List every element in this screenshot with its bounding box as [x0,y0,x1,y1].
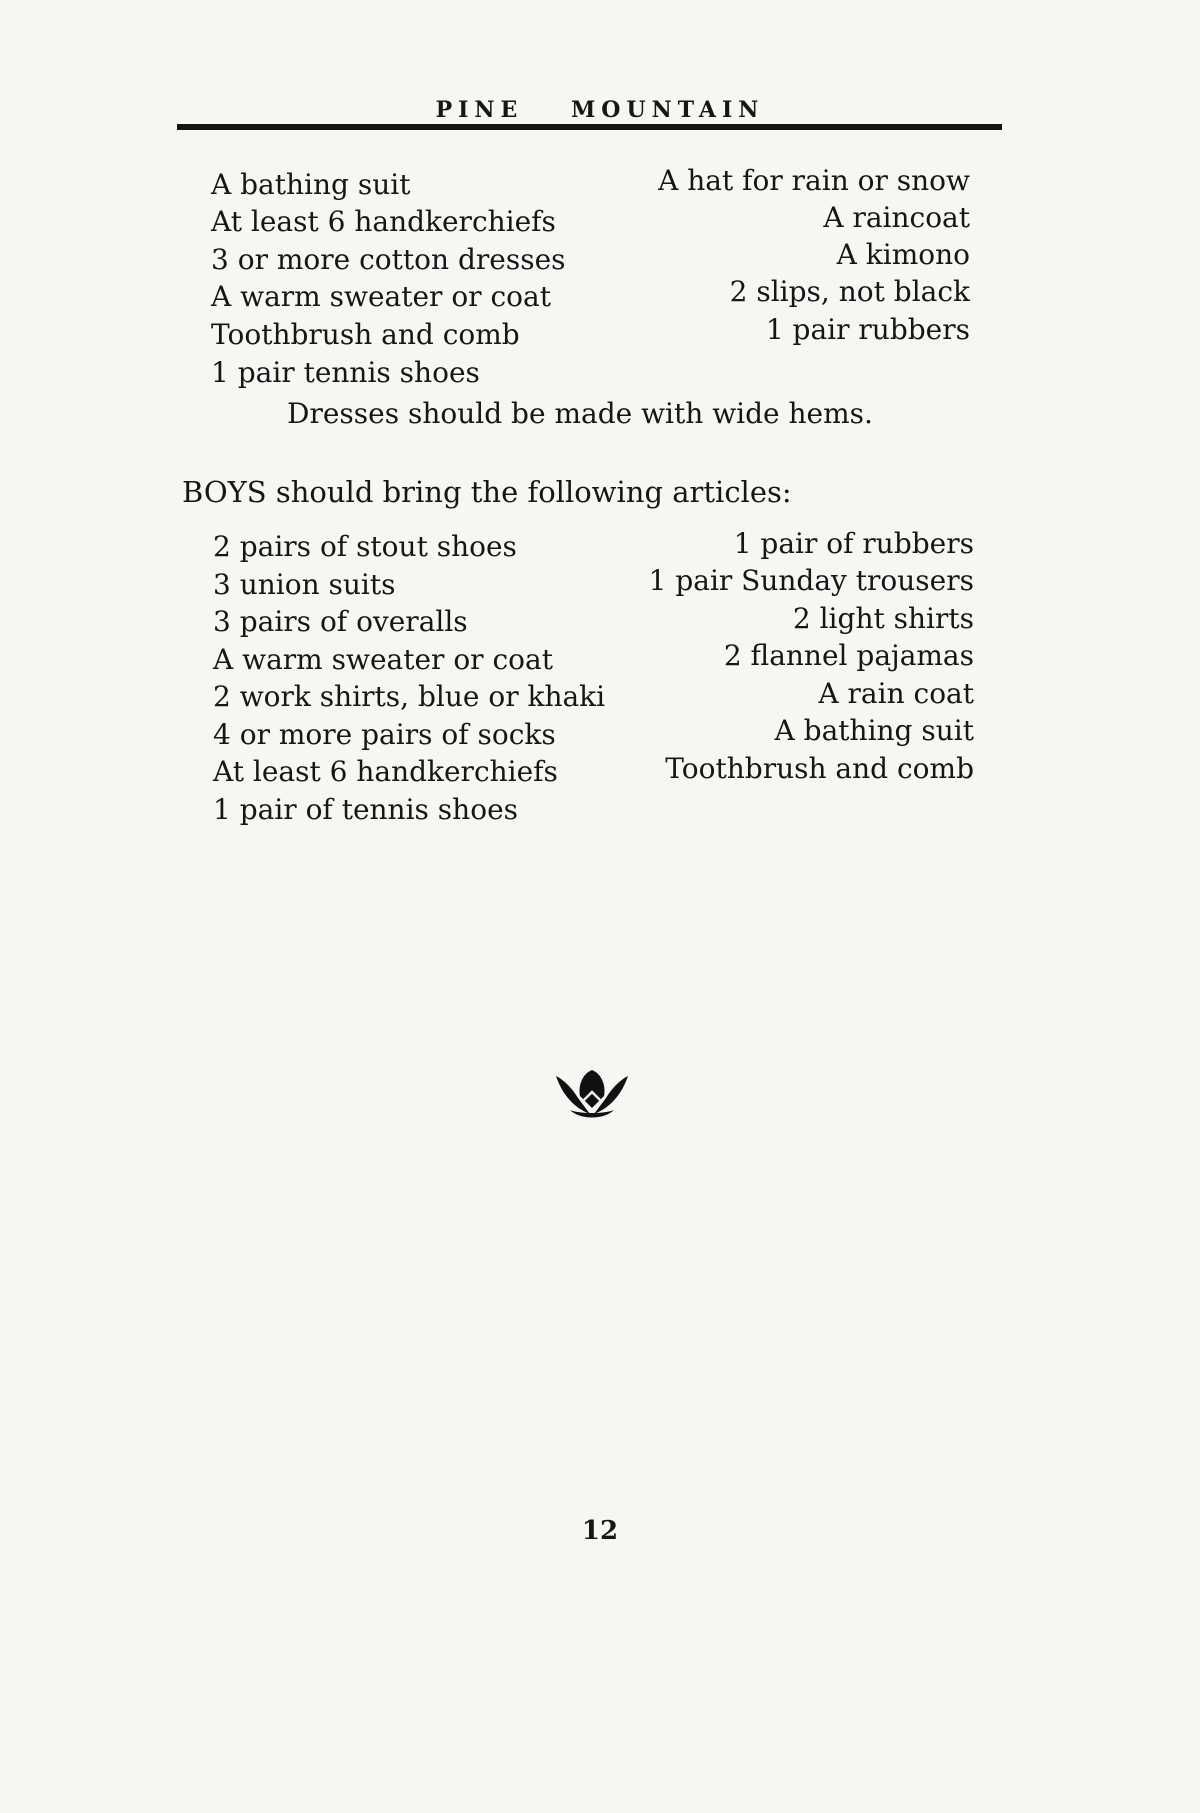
running-header: PINE MOUNTAIN [435,97,765,123]
girls-left-item-3: 3 or more cotton dresses [211,243,566,276]
girls-right-item-3: A kimono [836,238,970,271]
boys-right-item-3: 2 light shirts [792,602,974,635]
girls-right-item-4: 2 slips, not black [729,275,970,308]
boys-intro: BOYS should bring the following articles: [182,475,792,509]
girls-right-item-5: 1 pair rubbers [765,313,970,346]
boys-left-item-1: 2 pairs of stout shoes [213,530,517,563]
hems-note: Dresses should be made with wide hems. [287,397,873,430]
girls-right-item-1: A hat for rain or snow [658,164,970,197]
lotus-ornament-icon [554,1066,630,1122]
girls-left-item-5: Toothbrush and comb [211,318,520,351]
boys-right-item-2: 1 pair Sunday trousers [648,564,974,597]
girls-left-item-1: A bathing suit [211,168,411,201]
boys-right-item-7: Toothbrush and comb [665,752,974,785]
girls-left-item-2: At least 6 handkerchiefs [211,205,556,238]
boys-right-item-4: 2 flannel pajamas [723,639,974,672]
header-rule [177,124,1002,130]
boys-left-item-8: 1 pair of tennis shoes [213,793,519,826]
boys-left-item-6: 4 or more pairs of socks [213,718,556,751]
girls-left-item-4: A warm sweater or coat [211,280,551,313]
girls-right-item-2: A raincoat [823,201,970,234]
boys-right-item-5: A rain coat [818,677,974,710]
boys-left-item-4: A warm sweater or coat [213,643,553,676]
girls-left-item-6: 1 pair tennis shoes [211,356,480,389]
boys-left-item-2: 3 union suits [213,568,396,601]
boys-right-item-1: 1 pair of rubbers [733,527,974,560]
boys-left-item-5: 2 work shirts, blue or khaki [213,680,606,713]
page-number: 12 [581,1516,619,1546]
boys-right-item-6: A bathing suit [774,714,974,747]
boys-left-item-7: At least 6 handkerchiefs [213,755,558,788]
boys-left-item-3: 3 pairs of overalls [213,605,468,638]
